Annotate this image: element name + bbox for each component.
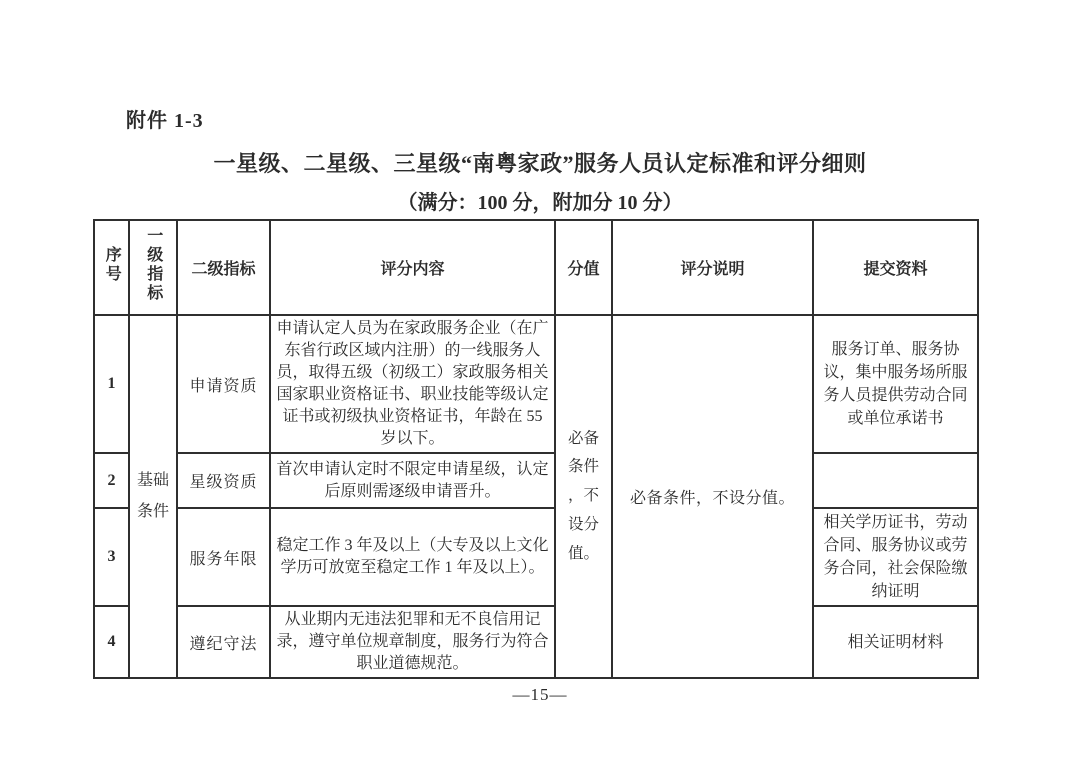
header-submitted-materials: 提交资料 — [813, 220, 978, 315]
header-level1-indicator — [129, 220, 177, 315]
row3-serial-number: 3 — [94, 508, 129, 606]
row4-serial-number: 4 — [94, 606, 129, 678]
header-serial-number-label: 序号 — [103, 246, 121, 284]
table-row-3 — [94, 508, 978, 606]
header-score-value: 分值 — [555, 220, 612, 315]
header-level1-indicator-label: 一级指标 — [144, 227, 162, 303]
row4-indicator: 遵纪守法 — [177, 606, 270, 678]
row1-serial-number: 1 — [94, 315, 129, 453]
header-scoring-note: 评分说明 — [612, 220, 813, 315]
row4-content: 从业期内无违法犯罪和无不良信用记录，遵守单位规章制度，服务行为符合职业道德规范。 — [270, 606, 555, 678]
row3-indicator: 服务年限 — [177, 508, 270, 606]
level1-group-cell — [129, 315, 177, 678]
row1-content: 申请认定人员为在家政服务企业（在广东省行政区域内注册）的一线服务人员，取得五级（初级工）家政服务相关国家职业资格证书、职业技能等级认定证书或初级执业资格证书，年龄在 55 岁以下。 — [270, 315, 555, 453]
row2-materials — [813, 453, 978, 508]
table-row-2 — [94, 453, 978, 508]
score-value-cell — [555, 315, 612, 678]
document-title: 一星级、二星级、三星级“南粤家政”服务人员认定标准和评分细则 — [213, 151, 867, 176]
level1-group-label: 基础条件 — [136, 472, 169, 520]
row1-materials: 服务订单、服务协议，集中服务场所服务人员提供劳动合同或单位承诺书 — [813, 315, 978, 453]
table-row-4 — [94, 606, 978, 678]
page-number: —15— — [512, 685, 568, 704]
row3-content: 稳定工作 3 年及以上（大专及以上文化学历可放宽至稳定工作 1 年及以上）。 — [270, 508, 555, 606]
row1-indicator: 申请资质 — [177, 315, 270, 453]
score-value-text: 必备条件，不设分值。 — [567, 429, 599, 562]
row2-serial-number: 2 — [94, 453, 129, 508]
header-scoring-content: 评分内容 — [270, 220, 555, 315]
row4-materials: 相关证明材料 — [813, 606, 978, 678]
row2-content: 首次申请认定时不限定申请星级，认定后原则需逐级申请晋升。 — [270, 453, 555, 508]
table-row-1 — [94, 315, 978, 453]
row3-materials: 相关学历证书，劳动合同、服务协议或劳务合同，社会保险缴纳证明 — [813, 508, 978, 606]
header-level2-indicator: 二级指标 — [177, 220, 270, 315]
scoring-note-cell: 必备条件，不设分值。 — [612, 315, 813, 678]
attachment-label: 附件 1-3 — [126, 110, 204, 132]
document-subtitle: （满分：100 分，附加分 10 分） — [397, 192, 683, 214]
row2-indicator: 星级资质 — [177, 453, 270, 508]
criteria-table — [93, 219, 979, 679]
header-serial-number — [94, 220, 129, 315]
table-header-row — [94, 220, 978, 315]
